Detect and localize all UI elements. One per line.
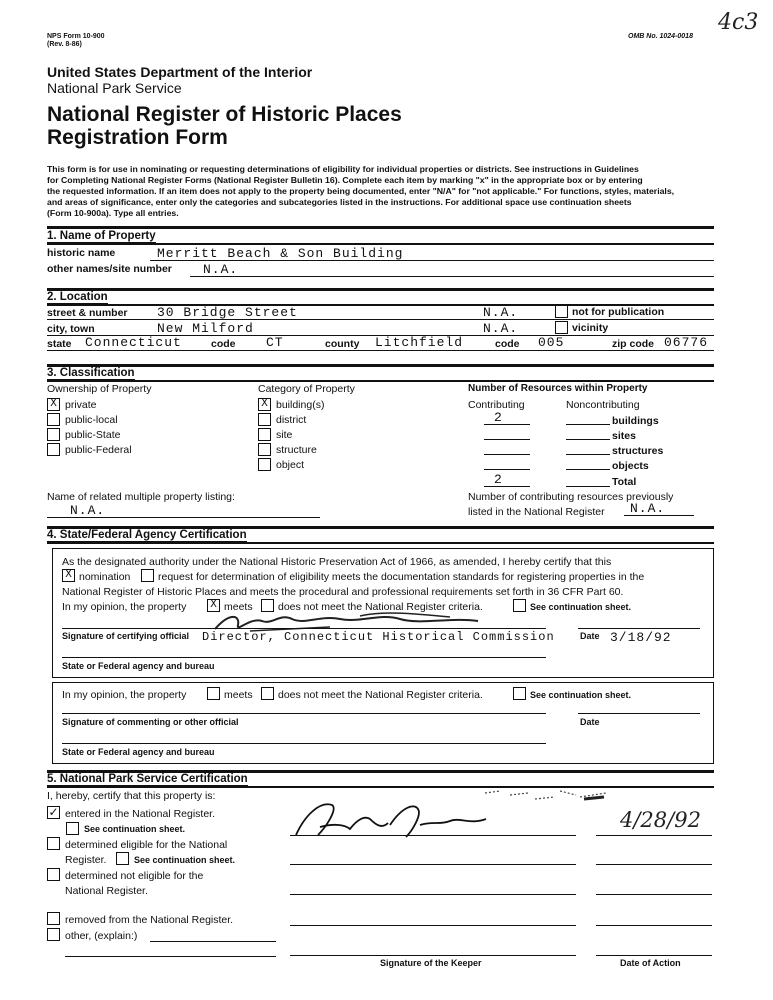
- own-private-label: private: [65, 399, 97, 411]
- see-continuation-checkbox[interactable]: [513, 599, 526, 612]
- cat-building-checkbox[interactable]: X: [258, 398, 271, 411]
- state-code-label: code: [211, 338, 236, 350]
- section-1-rule: [47, 226, 714, 229]
- cert-paragraph-line-1: As the designated authority under the National Historic Preservation Act of 1966, as amended, I hereby certify that this: [62, 556, 612, 568]
- determined-eligible-label: determined eligible for the National: [65, 839, 228, 851]
- entered-see-continuation-label: See continuation sheet.: [84, 824, 186, 834]
- other-meets-checkbox[interactable]: [207, 687, 220, 700]
- section-3-heading: 3. Classification: [47, 367, 135, 379]
- street-value[interactable]: 30 Bridge Street: [157, 305, 298, 320]
- determined-not-eligible-checkbox[interactable]: [47, 868, 60, 881]
- determined-eligible-label-2: Register.: [65, 854, 107, 866]
- street-label: street & number: [47, 307, 128, 319]
- ownership-heading: Ownership of Property: [47, 383, 152, 395]
- section-5-heading: 5. National Park Service Certification: [47, 773, 248, 785]
- cat-site-checkbox[interactable]: [258, 428, 271, 441]
- other-see-continuation-label: See continuation sheet.: [530, 690, 632, 700]
- city-label: city, town: [47, 323, 95, 335]
- other-does-not-meet-label: does not meet the National Register criteria.: [278, 689, 483, 701]
- county-value[interactable]: Litchfield: [375, 335, 464, 350]
- street-na: N.A.: [483, 305, 519, 320]
- res-buildings-label: buildings: [612, 415, 659, 427]
- date-of-action-handwritten[interactable]: 4/28/92: [620, 808, 701, 832]
- removed-label: removed from the National Register.: [65, 914, 234, 926]
- category-heading: Category of Property: [258, 383, 355, 395]
- cat-object-checkbox[interactable]: [258, 458, 271, 471]
- historic-name-label: historic name: [47, 247, 116, 259]
- contrib-buildings[interactable]: 2: [494, 410, 503, 425]
- other-agency-label: State or Federal agency and bureau: [62, 747, 215, 757]
- service-name: National Park Service: [47, 80, 182, 96]
- multiple-listing-label: Name of related multiple property listing:: [47, 491, 235, 503]
- form-revision: (Rev. 8-86): [47, 41, 82, 48]
- own-public-federal-label: public-Federal: [65, 444, 132, 456]
- entered-checkbox[interactable]: ✓: [48, 805, 59, 819]
- nomination-label: nomination: [79, 571, 131, 583]
- determined-not-eligible-label: determined not eligible for the: [65, 870, 204, 882]
- nomination-checkbox[interactable]: X: [62, 569, 75, 582]
- state-value[interactable]: Connecticut: [85, 335, 182, 350]
- cert-date-value[interactable]: 3/18/92: [610, 630, 672, 645]
- other-checkbox[interactable]: [47, 928, 60, 941]
- eligible-see-continuation-label: See continuation sheet.: [134, 855, 236, 865]
- form-number: NPS Form 10-900: [47, 33, 105, 40]
- form-subtitle: Registration Form: [47, 126, 228, 149]
- section-2-heading: 2. Location: [47, 291, 108, 303]
- res-structures-label: structures: [612, 445, 664, 457]
- other-does-not-meet-checkbox[interactable]: [261, 687, 274, 700]
- cert-paragraph-line-3: National Register of Historic Places and meets the procedural and professional requirements set forth in 36 CFR Part 60.: [62, 586, 624, 598]
- other-explain-label: other, (explain:): [65, 930, 138, 942]
- contrib-total[interactable]: 2: [494, 472, 503, 487]
- other-names-label: other names/site number: [47, 263, 172, 275]
- res-total-label: Total: [612, 476, 637, 488]
- cert-date-label: Date: [580, 631, 600, 641]
- cert-paragraph-line-2: request for determination of eligibility meets the documentation standards for registering properties in the: [158, 571, 645, 583]
- own-public-state-checkbox[interactable]: [47, 428, 60, 441]
- cat-object-label: object: [276, 459, 305, 471]
- multiple-listing-value[interactable]: N.A.: [70, 503, 106, 518]
- county-label: county: [325, 338, 360, 350]
- see-continuation-label: See continuation sheet.: [530, 602, 632, 612]
- request-determination-checkbox[interactable]: [141, 569, 154, 582]
- own-public-local-checkbox[interactable]: [47, 413, 60, 426]
- meets-checkbox[interactable]: X: [207, 599, 220, 612]
- city-na: N.A.: [483, 321, 519, 336]
- department-name: United States Department of the Interior: [47, 64, 313, 80]
- other-names-value[interactable]: N.A.: [203, 262, 239, 277]
- cat-structure-label: structure: [276, 444, 317, 456]
- zip-label: zip code: [612, 338, 655, 350]
- other-date-label: Date: [580, 717, 600, 727]
- not-for-publication-checkbox[interactable]: [555, 305, 568, 318]
- form-title: National Register of Historic Places: [47, 103, 402, 126]
- meets-label: meets: [224, 601, 253, 613]
- section-4-heading: 4. State/Federal Agency Certification: [47, 529, 247, 541]
- county-code-value[interactable]: 005: [538, 335, 565, 350]
- other-meets-label: meets: [224, 689, 253, 701]
- state-label: state: [47, 338, 72, 350]
- city-value[interactable]: New Milford: [157, 321, 254, 336]
- corner-handwritten-mark: 4c3: [718, 10, 759, 35]
- vicinity-label: vicinity: [572, 322, 609, 334]
- stamp-impression: [480, 785, 610, 813]
- determined-eligible-checkbox[interactable]: [47, 837, 60, 850]
- does-not-meet-label: does not meet the National Register criteria.: [278, 601, 483, 613]
- historic-name-value[interactable]: Merritt Beach & Son Building: [157, 246, 404, 261]
- other-opinion-label: In my opinion, the property: [62, 689, 187, 701]
- other-see-continuation-checkbox[interactable]: [513, 687, 526, 700]
- vicinity-checkbox[interactable]: [555, 321, 568, 334]
- date-of-action-label: Date of Action: [620, 958, 681, 968]
- resources-heading: Number of Resources within Property: [468, 383, 648, 394]
- section-2-rule: [47, 288, 714, 291]
- previously-listed-label-2: listed in the National Register: [468, 506, 605, 518]
- not-for-publication-label: not for publication: [572, 306, 665, 318]
- noncontributing-heading: Noncontributing: [566, 399, 640, 411]
- nps-certify-intro: I, hereby, certify that this property is:: [47, 790, 216, 802]
- removed-checkbox[interactable]: [47, 912, 60, 925]
- state-agency-label: State or Federal agency and bureau: [62, 661, 215, 671]
- cat-district-label: district: [276, 414, 307, 426]
- previously-listed-value[interactable]: N.A.: [630, 501, 666, 516]
- eligible-see-continuation-checkbox[interactable]: [116, 852, 129, 865]
- opinion-label: In my opinion, the property: [62, 601, 187, 613]
- zip-value[interactable]: 06776: [664, 335, 709, 350]
- section-3-rule: [47, 364, 714, 367]
- previously-listed-label-1: Number of contributing resources previously: [468, 491, 674, 503]
- cat-building-label: building(s): [276, 399, 325, 411]
- certifying-official-title[interactable]: Director, Connecticut Historical Commission: [202, 630, 555, 644]
- county-code-label: code: [495, 338, 520, 350]
- own-private-checkbox[interactable]: X: [47, 398, 60, 411]
- contributing-heading: Contributing: [468, 399, 525, 411]
- res-objects-label: objects: [612, 460, 649, 472]
- section-1-heading: 1. Name of Property: [47, 230, 156, 242]
- entered-see-continuation-checkbox[interactable]: [66, 822, 79, 835]
- cat-site-label: site: [276, 429, 293, 441]
- entered-label: entered in the National Register.: [65, 808, 216, 820]
- other-signature-label: Signature of commenting or other official: [62, 717, 239, 727]
- own-public-federal-checkbox[interactable]: [47, 443, 60, 456]
- cat-structure-checkbox[interactable]: [258, 443, 271, 456]
- determined-not-eligible-label-2: National Register.: [65, 885, 148, 897]
- omb-number: OMB No. 1024-0018: [628, 33, 693, 40]
- own-public-state-label: public-State: [65, 429, 121, 441]
- state-code-value[interactable]: CT: [266, 335, 284, 350]
- cat-district-checkbox[interactable]: [258, 413, 271, 426]
- own-public-local-label: public-local: [65, 414, 118, 426]
- signature-certifying-label: Signature of certifying official: [62, 631, 190, 641]
- keeper-signature-label: Signature of the Keeper: [380, 958, 482, 968]
- res-sites-label: sites: [612, 430, 636, 442]
